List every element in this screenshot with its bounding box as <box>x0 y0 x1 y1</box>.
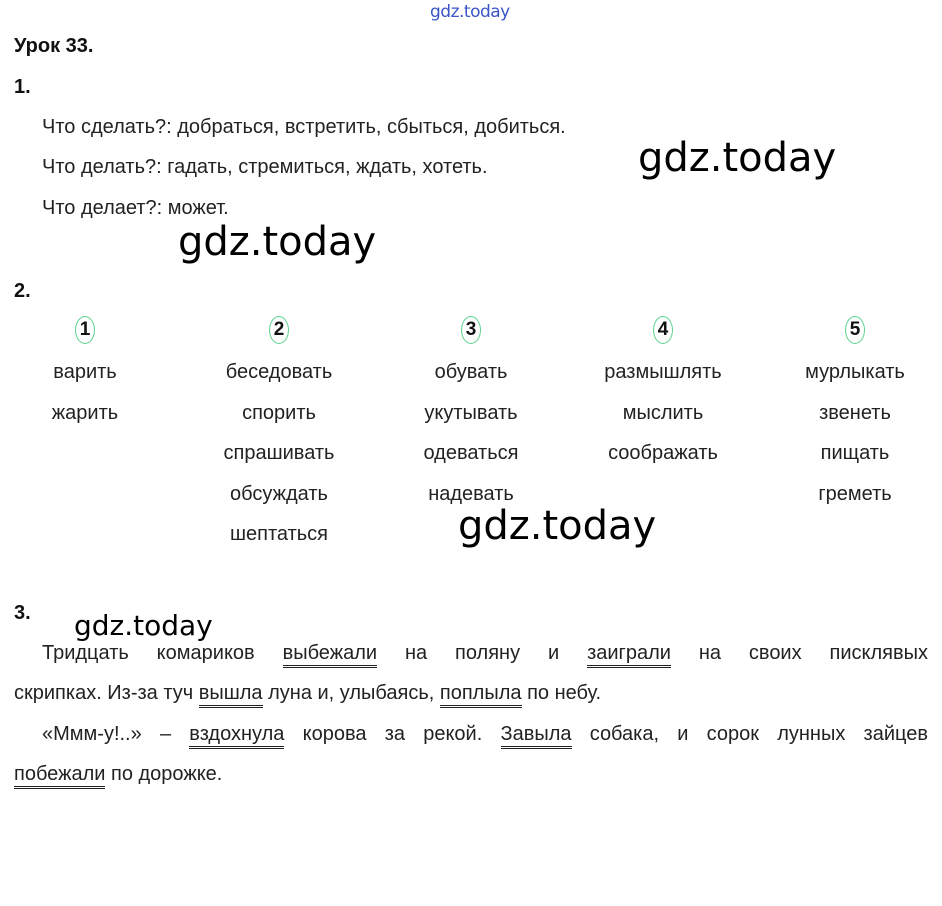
verb-item: мыслить <box>622 401 704 424</box>
column-number-badge: 4 <box>653 316 673 344</box>
site-watermark-top: gdz.today <box>430 2 510 22</box>
task3-number: 3. <box>14 602 31 624</box>
underlined-predicate: побежали <box>14 763 105 789</box>
verb-column-1 <box>0 316 180 433</box>
verb-item: варить <box>53 361 117 383</box>
watermark-1: gdz.today <box>638 135 837 181</box>
paragraph-text: по дорожке. <box>105 763 223 785</box>
task3-paragraph-line-4 <box>14 754 928 794</box>
paragraph-text: корова за рекой. <box>284 723 501 745</box>
verb-column-5 <box>760 316 942 514</box>
verb-item: обувать <box>434 361 508 383</box>
verb-item: звенеть <box>819 401 891 424</box>
lesson-title: Урок 33. <box>14 35 94 57</box>
verb-item: надевать <box>428 482 514 505</box>
verb-column-3 <box>376 316 566 514</box>
task1-number: 1. <box>14 76 31 98</box>
column-number-badge: 3 <box>461 316 481 344</box>
column-number-badge: 2 <box>269 316 289 344</box>
watermark-2: gdz.today <box>178 219 377 265</box>
verb-item: спрашивать <box>223 442 335 464</box>
watermark-4: gdz.today <box>74 609 213 642</box>
paragraph-text: собака, и сорок лунных зайцев <box>571 723 928 745</box>
verb-item: размышлять <box>604 361 722 383</box>
verb-item: шептаться <box>229 523 329 545</box>
paragraph-text: луна и, улыбаясь, <box>262 682 440 704</box>
verb-item: соображать <box>608 442 718 464</box>
task3-paragraph-line-3 <box>42 714 928 754</box>
verb-item: одеваться <box>423 442 519 464</box>
column-number-badge: 1 <box>75 316 95 344</box>
paragraph-text: скрипках. Из-за туч <box>14 682 199 704</box>
task1-line-3: Что делает?: может. <box>42 197 229 219</box>
verb-item: греметь <box>818 482 892 505</box>
task3-paragraph-line-1 <box>42 633 928 673</box>
verb-item: обсуждать <box>230 482 328 505</box>
task1-line-2: Что делать?: гадать, стремиться, ждать, хотеть. <box>42 156 488 178</box>
underlined-predicate: Завыла <box>501 723 572 749</box>
verb-item: мурлыкать <box>805 361 905 383</box>
paragraph-text: Тридцать комариков <box>42 642 283 664</box>
paragraph-text: по небу. <box>521 682 602 704</box>
verb-item: пищать <box>820 442 890 464</box>
column-number-badge: 5 <box>845 316 865 344</box>
paragraph-text: на своих писклявых <box>670 642 928 664</box>
paragraph-text: на поляну и <box>377 642 588 664</box>
underlined-predicate: выбежали <box>283 642 377 668</box>
task2-number: 2. <box>14 280 31 302</box>
verb-item: жарить <box>51 401 119 424</box>
task3-paragraph-line-2 <box>14 673 928 713</box>
watermark-3: gdz.today <box>458 503 657 549</box>
verb-item: спорить <box>242 401 316 424</box>
paragraph-text: «Ммм-у!..» – <box>42 723 190 745</box>
verb-item: укутывать <box>424 401 518 424</box>
underlined-predicate: вышла <box>199 682 263 708</box>
verb-item: беседовать <box>225 361 333 383</box>
task1-line-1: Что сделать?: добраться, встретить, сбыться, добиться. <box>42 116 566 138</box>
underlined-predicate: поплыла <box>440 682 522 708</box>
underlined-predicate: вздохнула <box>189 723 284 749</box>
underlined-predicate: заиграли <box>587 642 671 668</box>
verb-column-2 <box>184 316 374 555</box>
verb-column-4 <box>568 316 758 474</box>
